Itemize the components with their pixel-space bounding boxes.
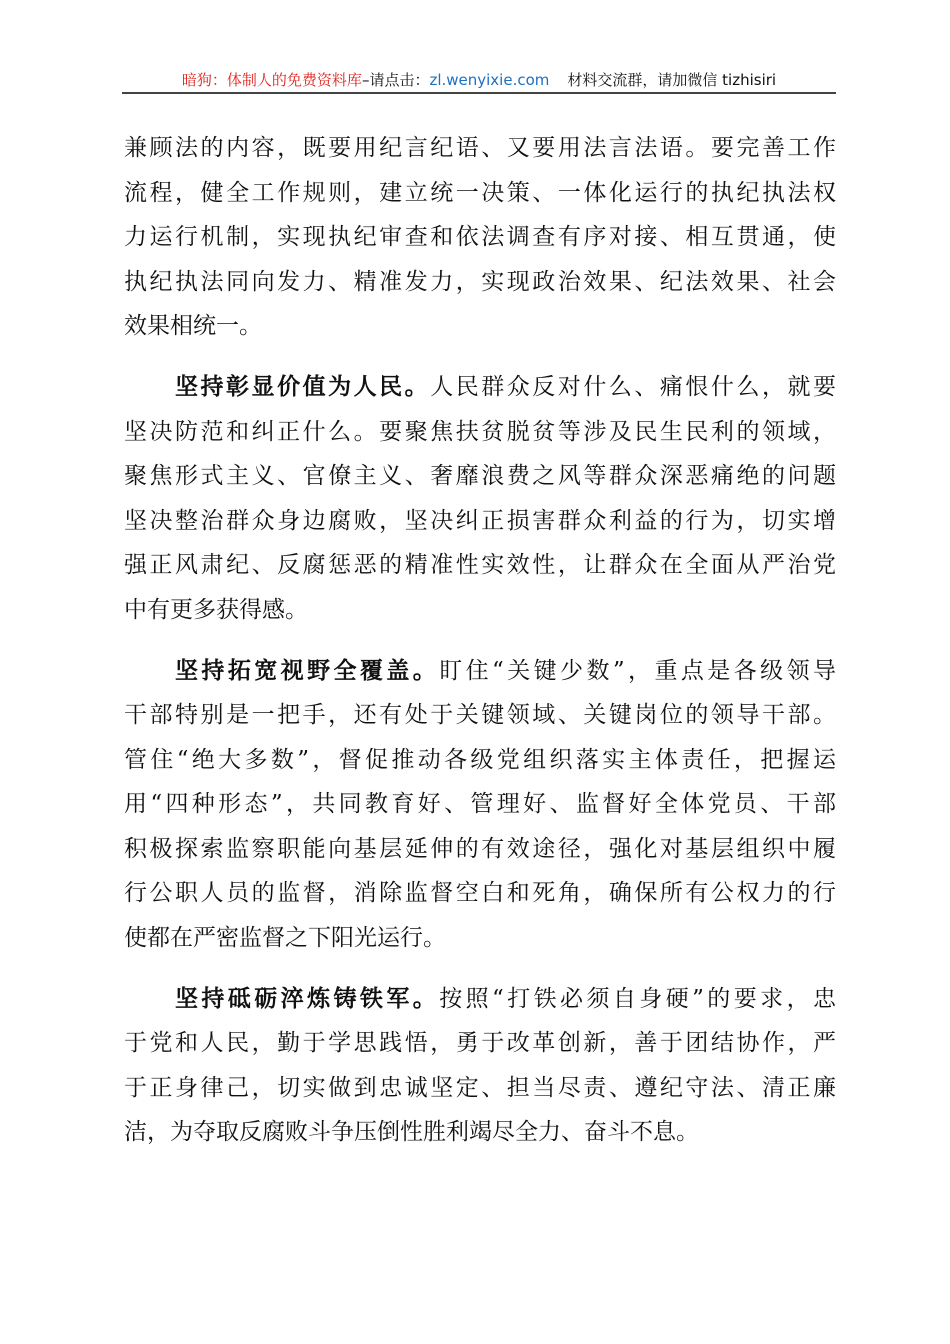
text-line: 积极探索监察职能向基层延伸的有效途径，强化对基层组织中履: [124, 835, 836, 862]
text-line: 中有更多获得感。: [124, 596, 308, 623]
text-span: 人民群众反对什么、痛恨什么，就要: [430, 374, 836, 400]
text-line: [124, 977, 836, 1022]
text-line: 坚决防范和纠正什么。要聚焦扶贫脱贫等涉及民生民利的领域，: [124, 418, 836, 445]
text-line: 力运行机制，实现执纪审查和依法调查有序对接、相互贯通，使: [124, 224, 836, 250]
header-url-link[interactable]: zl.wenyixie.com: [429, 71, 550, 89]
text-line: [124, 365, 836, 410]
header-wechat-note: 材料交流群，请加微信 tizhisiri: [567, 71, 777, 89]
header-promo: 暗狗：体制人的免费资料库: [181, 71, 362, 89]
text-line: 洁，为夺取反腐败斗争压倒性胜利竭尽全力、奋斗不息。: [124, 1119, 699, 1145]
text-span: 按照“打铁必须自身硬”的要求，忠: [439, 985, 836, 1012]
text-line: 行公职人员的监督，消除监督空白和死角，确保所有公权力的行: [124, 880, 836, 906]
text-span: 盯住“关键少数”，重点是各级领导: [439, 657, 836, 684]
text-line: 聚焦形式主义、官僚主义、奢靡浪费之风等群众深恶痛绝的问题: [124, 463, 836, 489]
paragraph-3: [124, 649, 836, 961]
text-line: [124, 649, 836, 694]
text-line: 流程，健全工作规则，建立统一决策、一体化运行的执纪执法权: [124, 179, 836, 206]
text-line: 执纪执法同向发力、精准发力，实现政治效果、纪法效果、社会: [124, 268, 836, 295]
header-click-label: –请点击：: [361, 71, 430, 89]
text-line: 管住“绝大多数”，督促推动各级党组织落实主体责任，把握运: [124, 746, 836, 773]
text-line: 用“四种形态”，共同教育好、管理好、监督好全体党员、干部: [124, 791, 836, 817]
paragraph-4: [124, 977, 836, 1155]
paragraph-1: [124, 126, 836, 349]
document-body: [124, 126, 836, 1171]
text-line: 强正风肃纪、反腐惩恶的精准性实效性，让群众在全面从严治党: [124, 552, 836, 578]
text-line: 坚决整治群众身边腐败，坚决纠正损害群众利益的行为，切实增: [124, 507, 836, 534]
text-line: 干部特别是一把手，还有处于关键领域、关键岗位的领导干部。: [124, 702, 836, 728]
text-line: 兼顾法的内容，既要用纪言纪语、又要用法言法语。要完善工作: [124, 135, 836, 161]
paragraph-heading: 坚持拓宽视野全覆盖。: [175, 657, 440, 684]
paragraph-heading: 坚持彰显价值为人民。: [175, 374, 431, 400]
text-line: 使都在严密监督之下阳光运行。: [124, 924, 446, 951]
paragraph-heading: 坚持砥砺淬炼铸铁军。: [175, 985, 440, 1012]
text-line: 于正身律己，切实做到忠诚坚定、担当尽责、遵纪守法、清正廉: [124, 1074, 836, 1101]
page-header: [122, 68, 836, 94]
paragraph-2: [124, 365, 836, 632]
text-line: 效果相统一。: [124, 313, 262, 339]
text-line: 于党和人民，勤于学思践悟，勇于改革创新，善于团结协作，严: [124, 1030, 836, 1056]
